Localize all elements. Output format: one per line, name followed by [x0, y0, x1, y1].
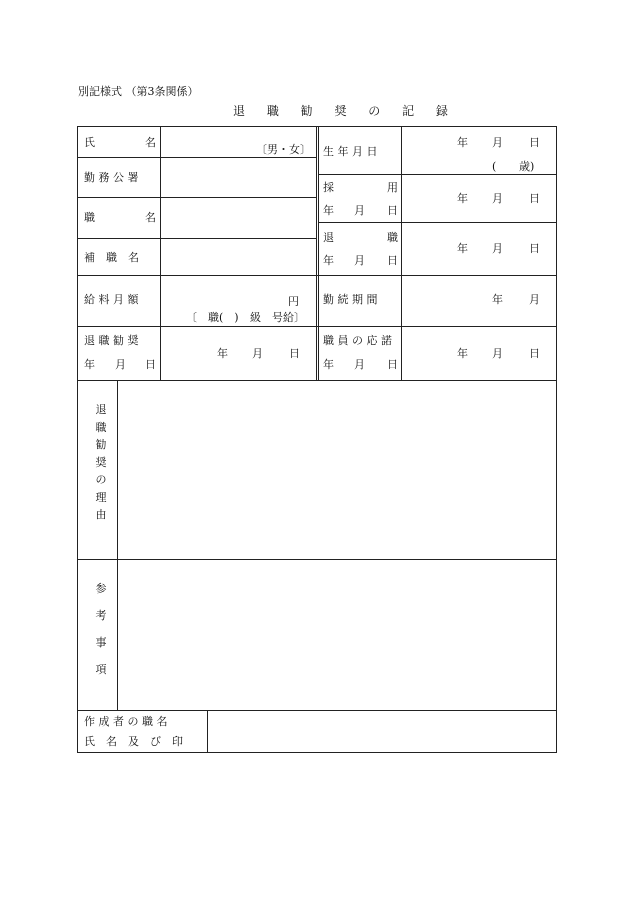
vertical-char: 事 — [95, 636, 107, 649]
author-label-2: 氏 名 及 び 印 — [84, 735, 183, 748]
name-label-2: 名 — [145, 136, 156, 149]
hire-value-d: 日 — [529, 192, 540, 205]
title-label-1: 職 — [84, 211, 95, 224]
assignment-label: 補 職 名 — [84, 251, 139, 264]
hire-d: 日 — [387, 204, 398, 217]
author-label-1: 作 成 者 の 職 名 — [84, 715, 168, 728]
vertical-char: 由 — [95, 508, 107, 521]
notes-label — [94, 583, 108, 691]
consent-m: 月 — [354, 358, 365, 371]
retire-y: 年 — [323, 254, 334, 267]
retire-label-2: 職 — [387, 231, 398, 244]
consent-y: 年 — [323, 358, 334, 371]
recommend-date-label: 退 職 勧 奨 — [84, 334, 139, 347]
salary-label: 給 料 月 額 — [84, 293, 139, 306]
office-label: 勤 務 公 署 — [84, 171, 139, 184]
row-divider — [77, 559, 557, 560]
recommend-date-m: 月 — [115, 358, 126, 371]
tenure-label: 勤 続 期 間 — [323, 293, 378, 306]
row-divider — [77, 380, 557, 381]
hire-m: 月 — [354, 204, 365, 217]
row-divider — [77, 157, 316, 158]
hire-label-2: 用 — [387, 181, 398, 194]
col-divider — [207, 710, 208, 753]
tenure-y: 年 — [492, 293, 503, 306]
row-divider — [318, 174, 557, 175]
row-divider — [77, 275, 557, 276]
col-divider — [401, 126, 402, 380]
salary-grade-a: 〔 職( ) — [186, 311, 239, 324]
consent-value-y: 年 — [457, 347, 468, 360]
birth-m: 月 — [492, 136, 503, 149]
retire-value-m: 月 — [492, 242, 503, 255]
name-label-1: 氏 — [84, 136, 95, 149]
col-divider — [318, 126, 319, 380]
retire-label-1: 退 — [323, 231, 334, 244]
retire-d: 日 — [387, 254, 398, 267]
col-divider — [160, 126, 161, 380]
hire-y: 年 — [323, 204, 334, 217]
retire-value-y: 年 — [457, 242, 468, 255]
salary-yen: 円 — [288, 295, 299, 308]
consent-d: 日 — [387, 358, 398, 371]
recommend-date-d: 日 — [145, 358, 156, 371]
form-title: 退 職 勧 奨 の 記 録 — [233, 104, 457, 118]
gender-choice: 〔男・女〕 — [256, 143, 311, 156]
vertical-char: 参 — [95, 582, 107, 595]
consent-value-d: 日 — [529, 347, 540, 360]
hire-value-y: 年 — [457, 192, 468, 205]
row-divider — [77, 326, 557, 327]
row-divider — [318, 222, 557, 223]
vertical-char: 項 — [95, 663, 107, 676]
col-divider — [117, 380, 118, 710]
vertical-char: 理 — [95, 490, 107, 504]
vertical-char: 考 — [95, 609, 107, 622]
age-open: ( — [492, 160, 497, 173]
consent-value-m: 月 — [492, 347, 503, 360]
form-reference: 別記様式 （第3条関係） — [78, 85, 199, 98]
vertical-char: 退 — [95, 403, 107, 416]
recommend-date-value-d: 日 — [289, 347, 300, 360]
tenure-m: 月 — [529, 293, 540, 306]
age-close: 歳) — [519, 160, 535, 173]
consent-label: 職 員 の 応 諾 — [323, 334, 392, 347]
col-divider — [316, 126, 317, 380]
recommend-date-value-y: 年 — [217, 347, 228, 360]
birth-label: 生 年 月 日 — [323, 145, 378, 158]
hire-value-m: 月 — [492, 192, 503, 205]
birth-d: 日 — [529, 136, 540, 149]
row-divider — [77, 710, 557, 711]
retire-m: 月 — [354, 254, 365, 267]
vertical-char: の — [95, 473, 107, 486]
row-divider — [77, 238, 316, 239]
title-label-2: 名 — [145, 211, 156, 224]
vertical-char: 勧 — [95, 438, 107, 451]
recommend-date-y: 年 — [84, 358, 95, 371]
salary-grade-b: 級 号給〕 — [250, 311, 305, 324]
row-divider — [77, 197, 316, 198]
birth-y: 年 — [457, 136, 468, 149]
recommend-date-value-m: 月 — [252, 347, 263, 360]
reason-label — [94, 404, 108, 527]
vertical-char: 奨 — [95, 455, 107, 469]
hire-label-1: 採 — [323, 181, 334, 194]
retire-value-d: 日 — [529, 242, 540, 255]
vertical-char: 職 — [95, 420, 107, 434]
